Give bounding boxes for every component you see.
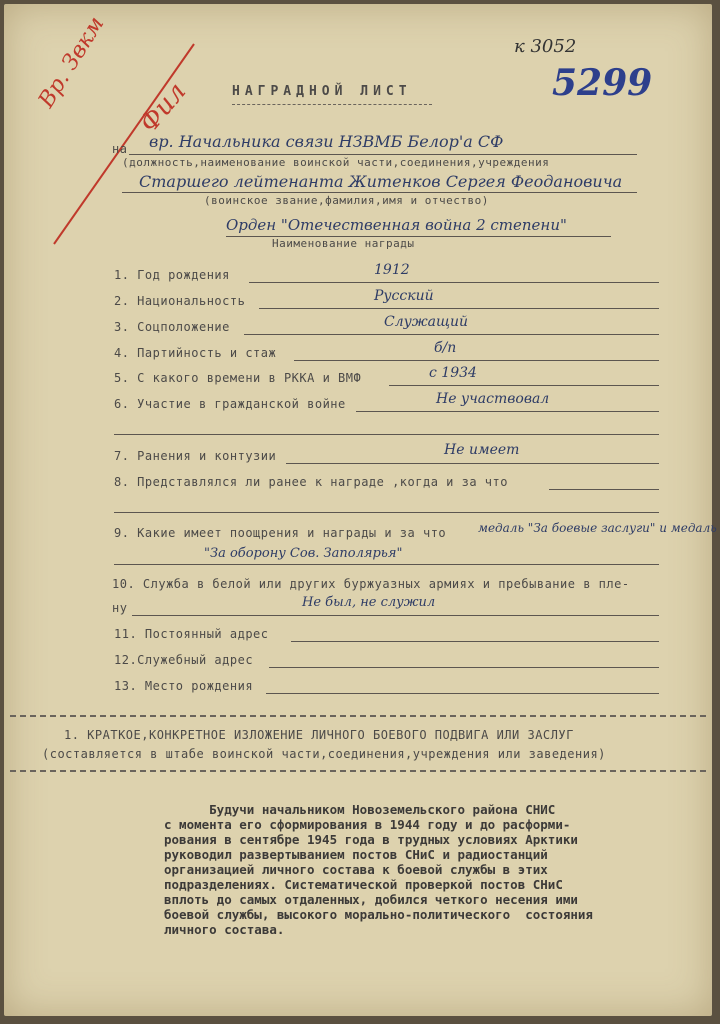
archive-number: к 3052 [514, 36, 577, 57]
award-narrative: Будучи начальником Новоземельского района СНИС с момента его сформирования в 1944 году и до расформи- рования в сентябре 1945 года в трудных условиях Арктики руководил развертыванием постов СНиС и радиостанций организацией личного состава к боевой службы в этих подразделениях. Систематической проверкой постов СНиС вплоть до самых отдаленных, добился четкого несения ими боевой службы, высокого морально-политического состояния личного состава. [164, 802, 593, 937]
section-subtitle: (составляется в штабе воинской части,соединения,учреждения или заведения) [42, 747, 606, 761]
field-5-label: 5. С какого времени в РККА и ВМФ [114, 371, 362, 385]
corner-mark-1: Вр. Звкм [34, 12, 110, 113]
position-value: вр. Начальника связи НЗВМБ Белор'а СФ [149, 132, 504, 151]
field-3-label: 3. Соцположение [114, 320, 230, 334]
field-10-label-cont: ну [112, 601, 128, 615]
field-5-value: с 1934 [429, 365, 477, 381]
field-6-value: Не участвовал [436, 391, 550, 407]
field-10-label: 10. Служба в белой или других буржуазных армиях и пребывание в пле- [112, 577, 630, 591]
field-7-value: Не имеет [444, 442, 520, 458]
na-prefix: на [112, 142, 128, 156]
position-caption: (должность,наименование воинской части,соединения,учреждения [122, 156, 550, 169]
name-caption: (воинское звание,фамилия,имя и отчество) [204, 194, 489, 207]
field-2-label: 2. Национальность [114, 294, 246, 308]
field-12-label: 12.Служебный адрес [114, 653, 254, 667]
field-10-value: Не был, не служил [302, 595, 436, 610]
sheet-number: 5299 [552, 62, 653, 104]
section-title: 1. КРАТКОЕ,КОНКРЕТНОЕ ИЗЛОЖЕНИЕ ЛИЧНОГО БОЕВОГО ПОДВИГА ИЛИ ЗАСЛУГ [64, 728, 574, 742]
field-4-label: 4. Партийность и стаж [114, 346, 277, 360]
field-3-value: Служащий [384, 314, 469, 330]
field-1-value: 1912 [374, 262, 410, 278]
field-2-value: Русский [374, 288, 434, 304]
field-9-value-1: медаль "За боевые заслуги" и медаль [478, 521, 717, 535]
field-4-value: б/п [434, 340, 457, 356]
document-title: НАГРАДНОЙ ЛИСТ [232, 84, 412, 99]
field-8-label: 8. Представлялся ли ранее к награде ,когда и за что [114, 475, 508, 489]
award-sheet-page [4, 4, 717, 1016]
field-13-label: 13. Место рождения [114, 679, 254, 693]
award-caption: Наименование награды [272, 237, 415, 250]
field-9-label: 9. Какие имеет поощрения и награды и за что [114, 526, 447, 540]
name-value: Старшего лейтенанта Житенков Сергея Феодановича [139, 172, 623, 191]
field-6-label: 6. Участие в гражданской войне [114, 397, 346, 411]
field-9-value-2: "За оборону Сов. Заполярья" [204, 546, 403, 561]
corner-mark-2: Фил [134, 76, 193, 139]
field-1-label: 1. Год рождения [114, 268, 230, 282]
award-value: Орден "Отечественная война 2 степени" [226, 216, 567, 234]
field-11-label: 11. Постоянный адрес [114, 627, 269, 641]
field-7-label: 7. Ранения и контузии [114, 449, 277, 463]
